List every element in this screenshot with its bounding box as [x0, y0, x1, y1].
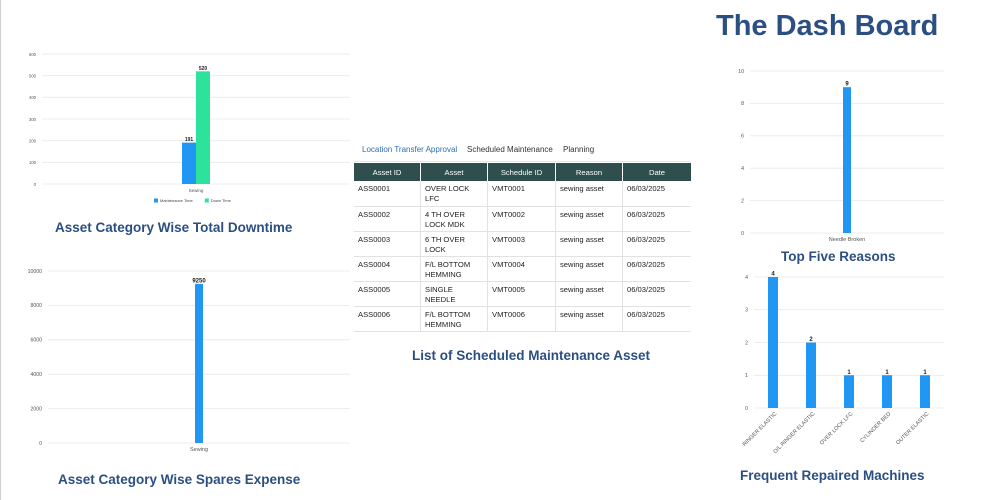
y-tick-label: 4000: [30, 372, 42, 378]
data-label: 520: [198, 65, 208, 72]
legend-swatch: [205, 199, 209, 203]
y-tick-label: 200: [29, 138, 36, 144]
x-tick-label: OUTER ELASTIC: [895, 411, 931, 447]
table-cell: sewing asset: [556, 306, 623, 331]
chart-legend: [154, 198, 232, 203]
tab-location-transfer-approval[interactable]: Location Transfer Approval: [362, 145, 458, 154]
y-tick-label: 2: [741, 198, 744, 205]
table-cell: VMT0001: [488, 181, 556, 206]
table-cell: 06/03/2025: [623, 306, 692, 331]
table-cell: 06/03/2025: [623, 206, 692, 231]
column-header[interactable]: Date: [623, 163, 692, 181]
x-tick-label: Needle Broken: [828, 237, 866, 243]
table-cell: VMT0005: [488, 281, 556, 306]
data-label: 2: [809, 337, 813, 343]
tab-planning[interactable]: Planning: [563, 145, 595, 154]
legend-label: Down Time: [210, 198, 231, 203]
table-cell: 06/03/2025: [623, 181, 692, 206]
table-row[interactable]: [354, 256, 691, 281]
data-label: 9250: [192, 278, 206, 285]
y-tick-label: 0: [39, 440, 42, 447]
table-cell: VMT0004: [488, 256, 556, 281]
y-tick-label: 600: [29, 51, 36, 57]
spares-chart: [22, 263, 352, 463]
table-cell: 4 TH OVER LOCK MDK: [421, 206, 488, 231]
y-tick-label: 6000: [30, 337, 42, 344]
y-tick-label: 0: [745, 405, 748, 412]
table-cell: 06/03/2025: [623, 231, 692, 256]
table-row[interactable]: [354, 231, 691, 256]
chart-ticks: [738, 69, 744, 237]
bar: [844, 375, 854, 408]
x-tick-label: CYLINDER BED: [859, 411, 893, 445]
column-header[interactable]: Asset ID: [354, 163, 421, 181]
table-cell: VMT0006: [488, 306, 556, 331]
y-tick-label: 400: [29, 95, 36, 101]
y-tick-label: 10000: [27, 268, 42, 275]
table-header-row: [354, 163, 691, 181]
bar: [920, 375, 930, 408]
chart-marks: [182, 66, 210, 184]
table-row[interactable]: [354, 206, 691, 231]
data-label: 1: [923, 369, 927, 376]
x-tick-label: OVER LOCK LFC: [819, 411, 855, 447]
downtime-chart: [22, 46, 352, 212]
chart-ticks: [28, 269, 43, 447]
chart-marks: [768, 272, 930, 409]
chart-ticks: [29, 52, 37, 187]
x-tick-label: O/L RINGER ELASTIC: [772, 411, 817, 456]
chart-marks: [843, 82, 851, 233]
data-label: 191: [184, 137, 194, 144]
y-tick-label: 3: [745, 307, 748, 314]
chart-xlabels: [742, 411, 931, 455]
y-tick-label: 8000: [30, 303, 42, 310]
scheduled-maintenance-table: [354, 163, 691, 332]
top-reasons-chart: [728, 62, 954, 248]
downtime-caption: Asset Category Wise Total Downtime: [55, 220, 293, 235]
table-cell: sewing asset: [556, 256, 623, 281]
column-header[interactable]: Schedule ID: [488, 163, 556, 181]
chart-ticks: [745, 275, 748, 412]
table-cell: SINGLE NEEDLE: [421, 281, 488, 306]
y-tick-label: 8: [741, 101, 744, 108]
table-cell: sewing asset: [556, 281, 623, 306]
data-label: 1: [885, 369, 889, 376]
table-cell: OVER LOCK LFC: [421, 181, 488, 206]
table-cell: 06/03/2025: [623, 281, 692, 306]
bar: [806, 343, 816, 409]
bar: [195, 284, 203, 443]
table-cell: F/L BOTTOM HEMMING: [421, 306, 488, 331]
chart-xlabels: [189, 188, 204, 193]
table-cell: VMT0003: [488, 231, 556, 256]
y-tick-label: 2000: [30, 406, 42, 413]
y-tick-label: 4: [741, 166, 744, 172]
table-cell: VMT0002: [488, 206, 556, 231]
legend-label: Maintenance Time: [160, 198, 193, 203]
table-cell: ASS0001: [354, 181, 421, 206]
data-label: 1: [847, 369, 851, 376]
scheduled-caption: List of Scheduled Maintenance Asset: [412, 348, 651, 363]
table-cell: ASS0003: [354, 231, 421, 256]
table-row[interactable]: [354, 306, 691, 331]
table-row[interactable]: [354, 281, 691, 306]
table-cell: ASS0005: [354, 281, 421, 306]
y-tick-label: 2: [745, 340, 748, 347]
table-cell: ASS0006: [354, 306, 421, 331]
y-tick-label: 500: [29, 73, 36, 79]
data-label: 9: [845, 81, 849, 88]
y-tick-label: 300: [29, 116, 36, 122]
x-tick-label: Sewing: [189, 447, 209, 453]
repaired-caption: Frequent Repaired Machines: [740, 468, 925, 483]
tab-bar: [354, 141, 691, 162]
y-tick-label: 100: [29, 160, 36, 166]
table-cell: F/L BOTTOM HEMMING: [421, 256, 488, 281]
left-edge-divider: [0, 0, 1, 500]
table-cell: sewing asset: [556, 206, 623, 231]
spares-caption: Asset Category Wise Spares Expense: [58, 472, 301, 487]
bar: [843, 87, 851, 233]
bar: [182, 143, 196, 184]
table-cell: 6 TH OVER LOCK: [421, 231, 488, 256]
chart-xlabels: [190, 447, 208, 453]
chart-xlabels: [829, 237, 865, 243]
table-cell: ASS0004: [354, 256, 421, 281]
y-tick-label: 1: [745, 373, 748, 380]
x-tick-label: Sewing: [188, 188, 204, 193]
table-cell: ASS0002: [354, 206, 421, 231]
y-tick-label: 0: [33, 181, 36, 187]
table-cell: 06/03/2025: [623, 256, 692, 281]
legend-swatch: [154, 199, 158, 203]
y-tick-label: 10: [738, 68, 744, 75]
y-tick-label: 6: [741, 133, 744, 140]
bar: [768, 277, 778, 408]
y-tick-label: 0: [741, 230, 744, 237]
page-title: The Dash Board: [716, 10, 939, 42]
table-cell: sewing asset: [556, 231, 623, 256]
column-header[interactable]: Reason: [556, 163, 623, 181]
table-row[interactable]: [354, 181, 691, 206]
chart-marks: [192, 278, 206, 443]
bar: [196, 71, 210, 184]
x-tick-label: RINGER ELASTIC: [741, 411, 779, 448]
y-tick-label: 4: [745, 274, 748, 281]
column-header[interactable]: Asset: [421, 163, 488, 181]
reasons-caption: Top Five Reasons: [781, 249, 896, 264]
bar: [882, 375, 892, 408]
repaired-machines-chart: [728, 268, 954, 458]
table-cell: sewing asset: [556, 181, 623, 206]
tab-scheduled-maintenance[interactable]: Scheduled Maintenance: [467, 145, 553, 154]
data-label: 4: [771, 271, 775, 278]
